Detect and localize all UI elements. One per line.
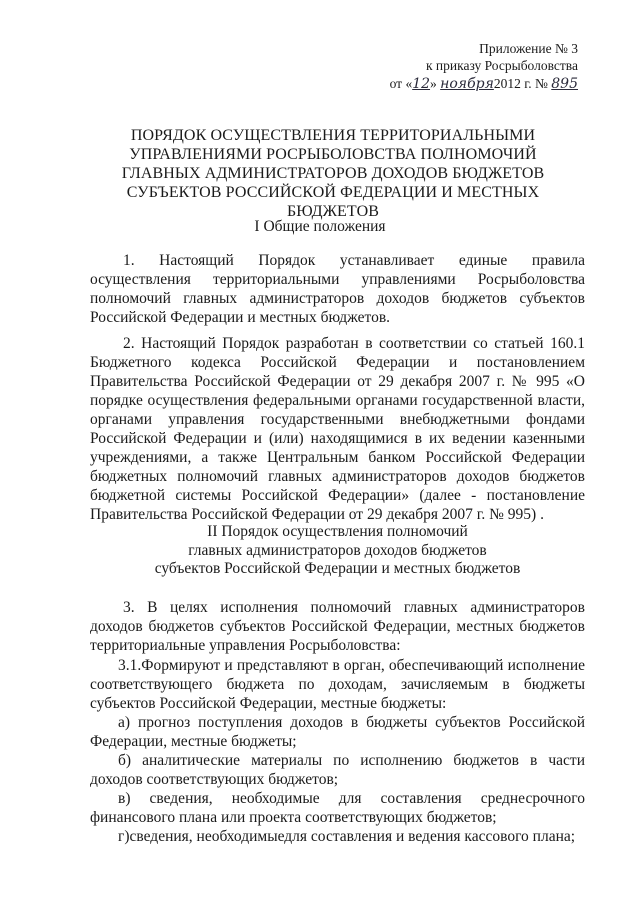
- annex-order-reference: к приказу Росрыболовства: [425, 58, 578, 73]
- handwritten-day: 12: [412, 76, 431, 92]
- section-2-line-1: II Порядок осуществления полномочий: [207, 523, 468, 540]
- section-2-line-3: субъектов Российской Федерации и местных бюджетов: [154, 560, 521, 577]
- item-b: б) аналитические материалы по исполнению бюджетов в части доходов соответствующих бюджетов;: [90, 752, 585, 788]
- date-year: 2012 г. №: [493, 76, 552, 91]
- paragraph-1: [90, 251, 585, 327]
- item-3-1: 3.1.Формируют и представляют в орган, обеспечивающий исполнение соответствующего бюджета по доходам, зачисляемым в бюджеты субъектов Российской Федерации, местные бюджеты:: [90, 657, 585, 712]
- section-2-line-2: главных администраторов доходов бюджетов: [188, 541, 487, 559]
- item-v: в) сведения, необходимые для составления среднесрочного финансового плана или проекта соответствующих бюджетов;: [90, 790, 585, 826]
- annex-header: [390, 40, 578, 93]
- date-mid: »: [430, 76, 441, 91]
- paragraph-2: [90, 334, 585, 524]
- item-g: г)сведения, необходимыедля составления и ведения кассового плана;: [118, 828, 576, 845]
- paragraph-3-intro: 3. В целях исполнения полномочий главных администраторов доходов бюджетов субъектов Российской Федерации, местных бюджетов территориальные управления Росрыболовства:: [90, 599, 585, 654]
- handwritten-order-number: 895: [551, 76, 578, 92]
- paragraph-2-text: 2. Настоящий Порядок разработан в соответствии со статьей 160.1 Бюджетного кодекса Российской Федерации и постановлением Правительства Российской Федерации от 29 декабря 2007 г. № 995 «О порядке осуществления федеральными органами государственной власти, органами управления государственными внебюджетными фондами Российской Федерации и (или) находящимися в их ведении казенными учреждениями, а также Центральным банком Российской Федерации бюджетных полномочий главных администраторов доходов бюджетов бюджетной системы Российской Федерации» (далее - постановление Правительства Российской Федерации от 29 декабря 2007 г. № 995) .: [90, 335, 585, 523]
- paragraph-1-text: 1. Настоящий Порядок устанавливает единые правила осуществления территориальными управлениями Росрыболовства полномочий главных администраторов доходов бюджетов субъектов Российской Федерации и местных бюджетов.: [90, 252, 585, 326]
- paragraph-3: [90, 598, 585, 846]
- date-prefix: от «: [389, 76, 413, 91]
- section-1-heading: I Общие положения: [254, 218, 386, 235]
- section-2-heading: [90, 523, 585, 579]
- annex-date-line: [390, 75, 578, 93]
- item-a: а) прогноз поступления доходов в бюджеты субъектов Российской Федерации, местные бюджеты;: [90, 714, 585, 750]
- handwritten-month: ноября: [440, 76, 494, 92]
- annex-number: Приложение № 3: [479, 41, 578, 56]
- document-title: ПОРЯДОК ОСУЩЕСТВЛЕНИЯ ТЕРРИТОРИАЛЬНЫМИ УПРАВЛЕНИЯМИ РОСРЫБОЛОВСТВА ПОЛНОМОЧИЙ ГЛАВНЫХ АДМИНИСТРАТОРОВ ДОХОДОВ БЮДЖЕТОВ СУБЪЕКТОВ РОССИЙСКОЙ ФЕДЕРАЦИИ И МЕСТНЫХ БЮДЖЕТОВ: [121, 127, 545, 220]
